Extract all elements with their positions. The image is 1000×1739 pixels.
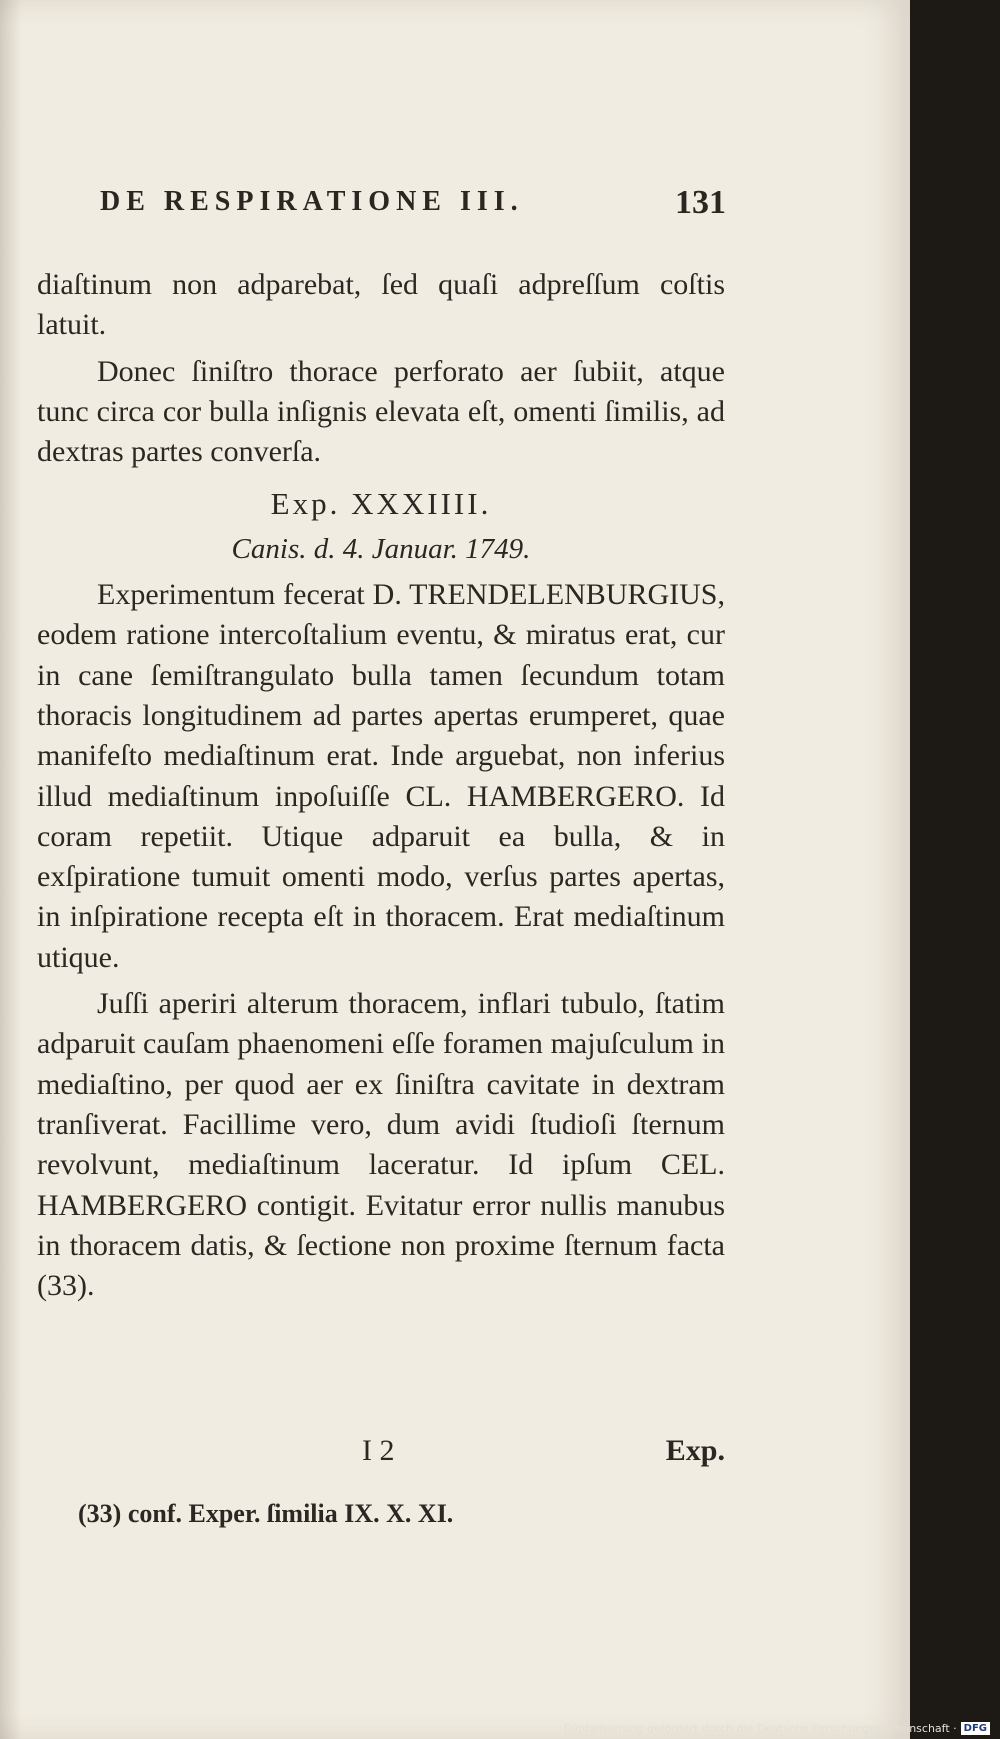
- paragraph-3: Experimentum fecerat D. TRENDELENBURGIUS, eodem ratione intercoſtalium eventu, & miratus erat, cur in cane ſemiſtrangulato bulla tamen ſecundum totam thoracis longitudinem ad partes apertas erumperet, quae manifeſto mediaſtinum erat. Inde arguebat, non inferius illud mediaſtinum inpoſuiſſe CL. HAMBERGERO. Id coram repetiit. Utique adparuit ea bulla, & in exſpiratione tumuit omenti modo, verſus partes apertas, in inſpiratione recepta eſt in thoracem. Erat mediaſtinum utique.: [37, 578, 725, 974]
- paragraph-1: diaſtinum non adparebat, ſed quaſi adpreſſum coſtis latuit.: [37, 268, 725, 342]
- credit-text: Digitalisierung gefördert durch die Deutsche Forschungsgemeinschaft ·: [563, 1722, 957, 1735]
- spine-shadow: [0, 0, 22, 1739]
- body-text: [37, 265, 725, 1306]
- catchword: Exp.: [665, 1434, 725, 1467]
- page-header: [100, 186, 726, 226]
- experiment-heading: Exp. XXXIIII.: [270, 486, 492, 522]
- digitization-credit: [564, 1722, 990, 1735]
- experiment-subheading: Canis. d. 4. Januar. 1749.: [231, 532, 531, 565]
- catchline: [40, 1434, 725, 1474]
- running-title: DE RESPIRATIONE III.: [100, 186, 524, 217]
- paragraph-4: Juſſi aperiri alterum thoracem, inflari tubulo, ſtatim adparuit cauſam phaenomeni eſſe foramen majuſculum in mediaſtino, per quod aer ex ſiniſtra cavitate in dextram tranſiverat. Facillime vero, dum avidi ſtudioſi ſternum revolvunt, mediaſtinum laceratur. Id ipſum CEL. HAMBERGERO contigit. Evitatur error nullis manubus in thoracem datis, & ſectione non proxime ſternum facta (33).: [37, 987, 725, 1303]
- signature-mark: I 2: [362, 1434, 395, 1467]
- dfg-logo: DFG: [961, 1722, 990, 1735]
- paragraph-2: Donec ſiniſtro thorace perforato aer ſubiit, atque tunc circa cor bulla inſignis elevata eſt, omenti ſimilis, ad dextras partes converſa.: [37, 354, 725, 469]
- page-number: 131: [675, 184, 726, 221]
- footnote: (33) conf. Exper. ſimilia IX. X. XI.: [78, 1499, 454, 1528]
